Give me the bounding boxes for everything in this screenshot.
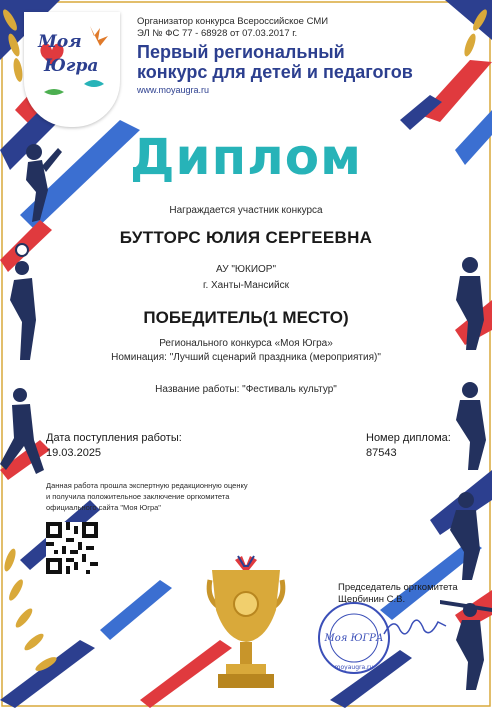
note-line-2: и получила положительное заключение оргкомитета <box>46 492 230 501</box>
stamp-bottom-text: moyaugra.ru <box>334 664 374 671</box>
qr-code-icon[interactable] <box>46 522 98 574</box>
contest-title <box>137 42 477 82</box>
contest-title-line-1: Первый региональный <box>137 42 345 62</box>
organizer-line-2: ЭЛ № ФС 77 - 68928 от 07.03.2017 г. <box>137 28 298 39</box>
contest-title-line-2: конкурс для детей и педагогов <box>137 62 413 82</box>
logo-text-line1: Моя <box>38 32 82 52</box>
stamp-center-text: Моя ЮГРА <box>324 633 384 644</box>
organization-name: АУ "ЮКИОР" <box>215 264 277 275</box>
work-title: Название работы: "Фестиваль культур" <box>155 384 337 395</box>
nomination: Номинация: "Лучший сценарий праздника (мероприятия)" <box>111 352 381 363</box>
organizer-line-1: Организатор конкурса Всероссийское СМИ <box>137 16 329 27</box>
place-award: ПОБЕДИТЕЛЬ(1 МЕСТО) <box>143 308 349 327</box>
website-link[interactable]: www.moyaugra.ru <box>137 85 210 95</box>
awarded-text: Награждается участник конкурса <box>169 205 323 216</box>
note-line-3: официального сайта "Моя Югра" <box>46 503 161 512</box>
organizer-info <box>137 16 477 40</box>
participant-name: БУТТОРС ЮЛИЯ СЕРГЕЕВНА <box>119 228 373 247</box>
trophy <box>209 556 283 688</box>
signature-icon <box>380 612 450 642</box>
logo-text-line2: Югра <box>44 56 99 76</box>
city-name: г. Ханты-Мансийск <box>203 280 289 291</box>
chairman-title: Председатель оргкомитета <box>338 582 458 593</box>
contest-name: Регионального конкурса «Моя Югра» <box>159 338 333 349</box>
diploma-title: Диплом <box>130 128 362 186</box>
chairman-name: Щербинин С.В. <box>338 594 406 605</box>
date-value: 19.03.2025 <box>46 447 102 459</box>
diploma-number-value: 87543 <box>366 447 397 459</box>
diploma-number-label: Номер диплома: <box>366 432 451 444</box>
expert-review-note <box>46 480 306 513</box>
date-label: Дата поступления работы: <box>46 432 182 444</box>
note-line-1: Данная работа прошла экспертную редакционную оценку <box>46 481 248 490</box>
